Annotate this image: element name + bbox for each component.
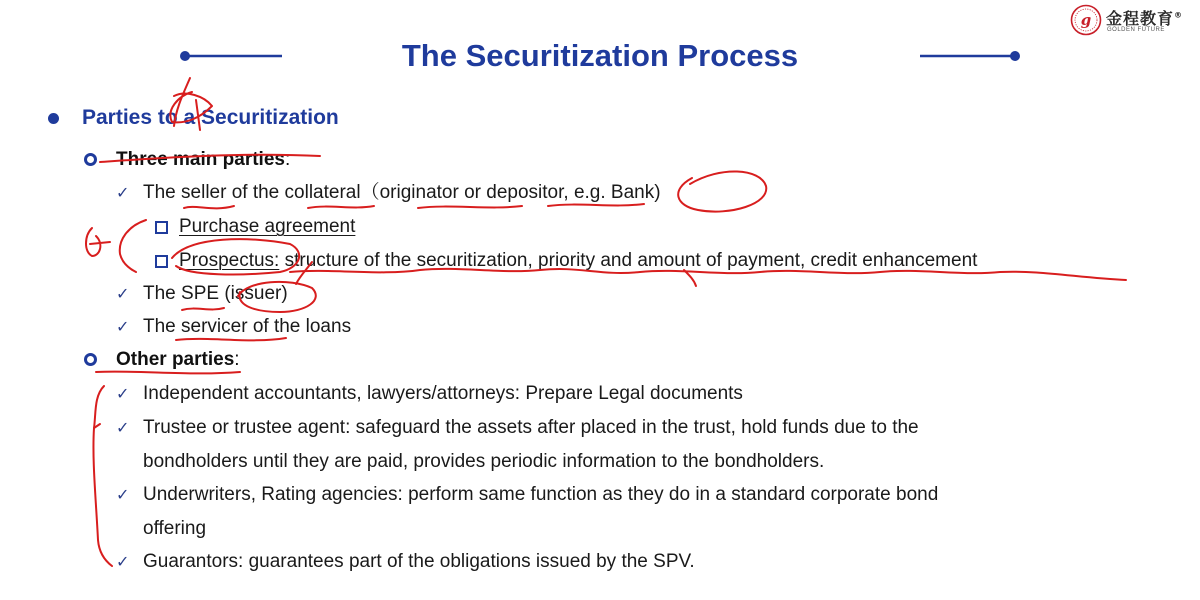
logo-english-text: GOLDEN FUTURE [1107, 27, 1165, 33]
scribble-mark [86, 228, 110, 256]
circle-mark [678, 171, 766, 211]
level1-bullet-icon [48, 113, 59, 124]
brace-mark [120, 220, 146, 272]
title-left-decoration [178, 50, 284, 62]
other-party-item: Independent accountants, lawyers/attorneys: Prepare Legal documents [143, 383, 743, 404]
check-icon: ✓ [116, 485, 130, 504]
svg-text:g: g [1080, 11, 1092, 29]
logo [1070, 4, 1194, 36]
title-right-decoration [918, 50, 1022, 62]
bracket-mark [93, 386, 112, 566]
check-icon: ✓ [116, 384, 130, 403]
other-party-item-continuation: offering [143, 518, 207, 539]
level2-bullet-icon [84, 153, 97, 166]
prospectus-line: Prospectus: structure of the securitization, priority and amount of payment, credit enhancement [179, 250, 978, 271]
check-icon: ✓ [116, 284, 130, 303]
check-icon: ✓ [116, 183, 130, 202]
underline-mark [184, 206, 234, 208]
other-party-item: Underwriters, Rating agencies: perform same function as they do in a standard corporate bond [143, 484, 939, 505]
underline-mark [308, 206, 374, 208]
square-bullet-icon [155, 221, 168, 234]
logo-seal-icon [1070, 4, 1102, 36]
purchase-agreement-line: Purchase agreement [179, 216, 356, 237]
spe-line: The SPE (issuer) [143, 283, 288, 304]
main-parties-heading: Three main parties: [116, 149, 291, 170]
level2-bullet-icon [84, 353, 97, 366]
other-party-item: Trustee or trustee agent: safeguard the assets after placed in the trust, hold funds due to the [143, 417, 919, 438]
servicer-line: The servicer of the loans [143, 316, 352, 337]
slide-title: The Securitization Process [401, 38, 799, 73]
check-icon: ✓ [116, 552, 130, 571]
check-icon: ✓ [116, 317, 130, 336]
other-party-item: Guarantors: guarantees part of the obligations issued by the SPV. [143, 551, 695, 572]
check-icon: ✓ [116, 418, 130, 437]
section-heading: Parties to a Securitization [82, 106, 339, 129]
underline-mark [418, 206, 522, 208]
logo-chinese-text: 金程教育® [1106, 9, 1184, 28]
underline-mark [182, 308, 224, 310]
other-parties-heading: Other parties: [116, 349, 240, 370]
square-bullet-icon [155, 255, 168, 268]
bracket-mark [94, 424, 100, 428]
other-party-item-continuation: bondholders until they are paid, provides periodic information to the bondholders. [143, 451, 825, 472]
seller-line: The seller of the collateral（originator or depositor, e.g. Bank) [143, 182, 661, 203]
